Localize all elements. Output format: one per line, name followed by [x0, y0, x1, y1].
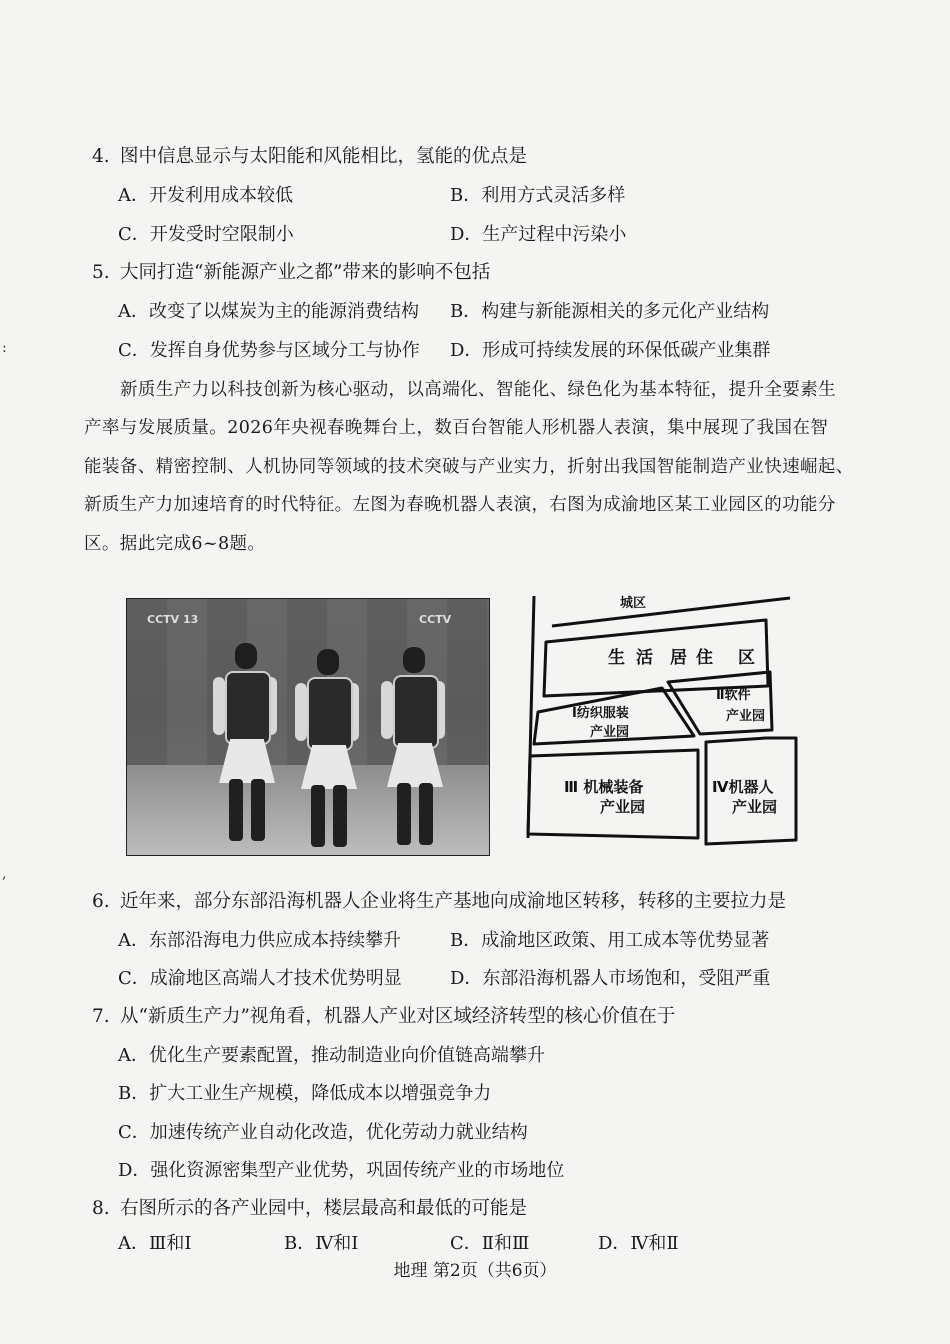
option-d: D．东部沿海机器人市场饱和，受阻严重 [450, 968, 771, 989]
option-a: A．开发利用成本较低 [118, 185, 293, 206]
map-label-zone4: 产业园 [732, 798, 778, 816]
option-b: B．成渝地区政策、用工成本等优势显著 [450, 930, 770, 951]
map-label-zone2: Ⅱ软件 [716, 688, 751, 703]
option-c: C．Ⅱ和Ⅲ [450, 1233, 530, 1254]
option-c: C．发挥自身优势参与区域分工与协作 [118, 340, 420, 361]
passage-line: 区。据此完成6~8题。 [84, 534, 266, 554]
option-b: B．Ⅳ和Ⅰ [284, 1233, 359, 1254]
question-text: 图中信息显示与太阳能和风能相比，氢能的优点是 [120, 146, 528, 167]
map-label-zone1: 产业园 [590, 725, 630, 740]
map-label-residential: 区 [738, 648, 755, 668]
passage-line: 能装备、精密控制、人机协同等领域的技术突破与产业实力，折射出我国智能制造产业快速崛起、 [84, 457, 854, 477]
question-number: 6. [92, 891, 110, 912]
robot-performance-photo [126, 598, 490, 856]
map-label-residential: 居 [670, 648, 687, 668]
map-label-zone3: Ⅲ 机械装备 [564, 778, 644, 796]
option-c: C．开发受时空限制小 [118, 224, 294, 245]
margin-mark: : [2, 340, 7, 356]
map-label-zone3: 产业园 [600, 798, 646, 816]
industrial-park-map [522, 590, 802, 860]
robot-figure [297, 649, 357, 849]
option-b: B．利用方式灵活多样 [450, 185, 626, 206]
option-d: D．生产过程中污染小 [450, 224, 627, 245]
question-8-stem [92, 1197, 527, 1221]
option-d: D．形成可持续发展的环保低碳产业集群 [450, 340, 771, 361]
option-c: C．加速传统产业自动化改造，优化劳动力就业结构 [118, 1122, 528, 1143]
margin-mark: , [2, 866, 7, 882]
question-text: 近年来，部分东部沿海机器人企业将生产基地向成渝地区转移，转移的主要拉力是 [120, 891, 787, 912]
map-label-residential: 活 [636, 648, 653, 668]
option-a: A．优化生产要素配置，推动制造业向价值链高端攀升 [118, 1045, 545, 1066]
question-7-stem [92, 1005, 675, 1029]
passage-line: 新质生产力加速培育的时代特征。左图为春晚机器人表演，右图为成渝地区某工业园区的功能分 [84, 495, 836, 515]
question-text: 从“新质生产力”视角看，机器人产业对区域经济转型的核心价值在于 [120, 1006, 676, 1027]
option-b: B．构建与新能源相关的多元化产业结构 [450, 301, 770, 322]
passage-line: 产率与发展质量。2026年央视春晚舞台上，数百台智能人形机器人表演，集中展现了我国在智 [84, 418, 829, 438]
option-a: A．改变了以煤炭为主的能源消费结构 [118, 301, 419, 322]
option-a: A．Ⅲ和Ⅰ [118, 1233, 192, 1254]
question-5-stem [92, 261, 490, 285]
option-a: A．东部沿海电力供应成本持续攀升 [118, 930, 401, 951]
question-4-stem [92, 145, 527, 169]
page-footer: 地理 第2页（共6页） [393, 1261, 557, 1281]
option-b: B．扩大工业生产规模，降低成本以增强竞争力 [118, 1083, 492, 1104]
map-label-city: 城区 [620, 596, 647, 611]
map-outline [522, 590, 802, 860]
question-text: 大同打造“新能源产业之都”带来的影响不包括 [120, 262, 491, 283]
map-label-residential: 住 [696, 648, 713, 668]
robot-figure [215, 643, 275, 843]
map-label-zone4: Ⅳ机器人 [712, 778, 774, 796]
question-number: 4. [92, 146, 110, 167]
option-d: D．Ⅳ和Ⅱ [598, 1233, 679, 1254]
option-c: C．成渝地区高端人才技术优势明显 [118, 968, 402, 989]
question-number: 5. [92, 262, 110, 283]
tv-logo: CCTV [419, 613, 452, 626]
tv-logo: CCTV 13 [147, 613, 199, 626]
map-label-zone1: Ⅰ纺织服装 [572, 706, 629, 721]
robot-figure [383, 647, 443, 847]
question-number: 7. [92, 1006, 110, 1027]
question-number: 8. [92, 1198, 110, 1219]
option-d: D．强化资源密集型产业优势，巩固传统产业的市场地位 [118, 1160, 565, 1181]
map-label-residential: 生 [608, 648, 625, 668]
map-label-zone2: 产业园 [726, 709, 766, 724]
question-6-stem [92, 890, 786, 914]
passage-line: 新质生产力以科技创新为核心驱动，以高端化、智能化、绿色化为基本特征，提升全要素生 [120, 380, 836, 400]
question-text: 右图所示的各产业园中，楼层最高和最低的可能是 [120, 1198, 528, 1219]
